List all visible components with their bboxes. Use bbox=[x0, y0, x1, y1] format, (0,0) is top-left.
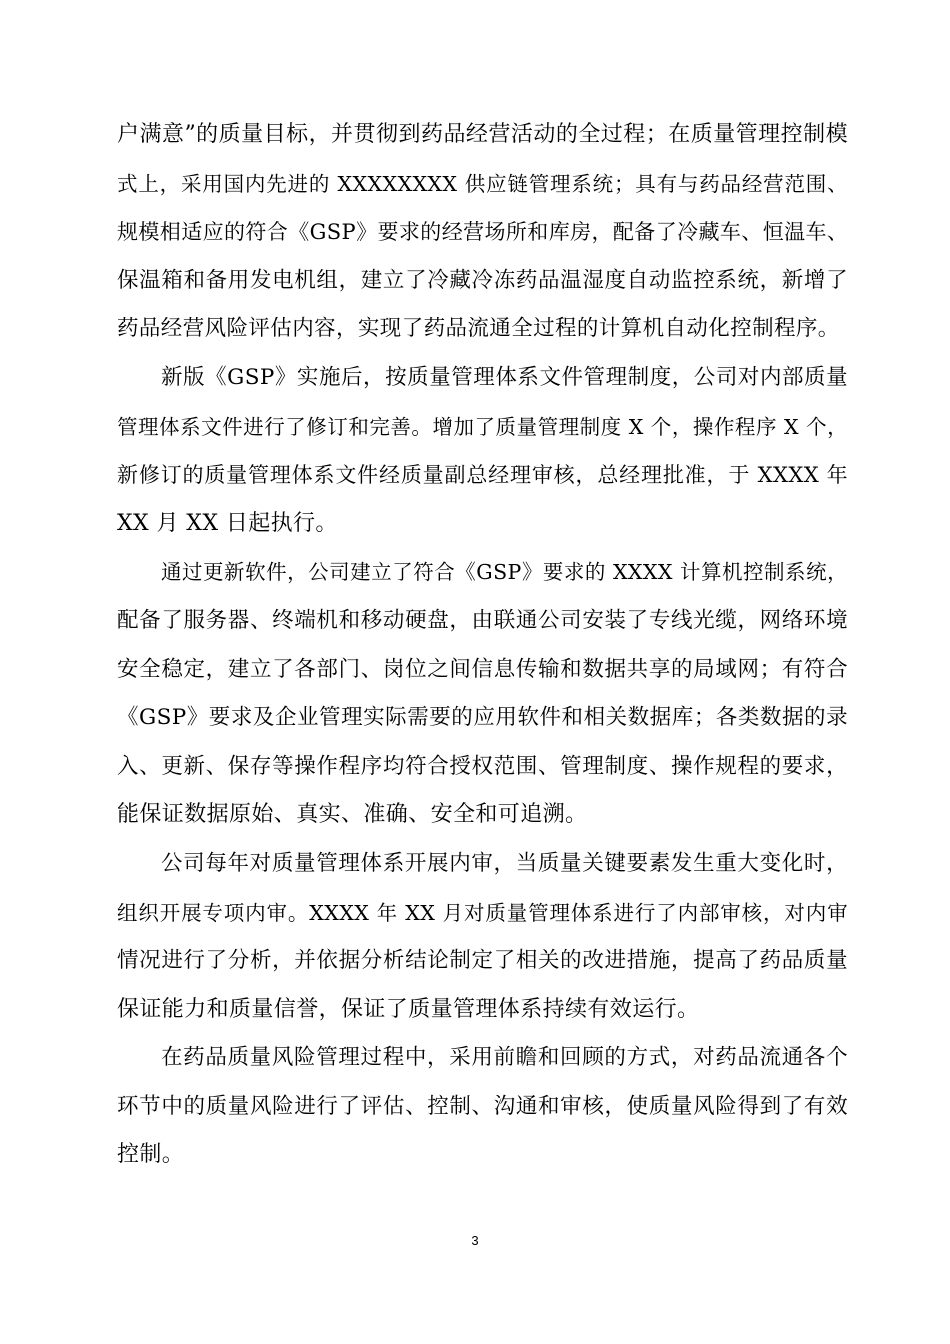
text-line: 药品经营风险评估内容，实现了药品流通全过程的计算机自动化控制程序。 bbox=[117, 316, 840, 342]
text-line: 在药品质量风险管理过程中，采用前瞻和回顾的方式，对药品流通各个 bbox=[161, 1045, 848, 1071]
text-line: 公司每年对质量管理体系开展内审，当质量关键要素发生重大变化时， bbox=[161, 850, 848, 876]
text-line: 能保证数据原始、真实、准确、安全和可追溯。 bbox=[117, 802, 588, 828]
text-line: 安全稳定，建立了各部门、岗位之间信息传输和数据共享的局域网；有符合 bbox=[117, 656, 848, 682]
text-line: XX 月 XX 日起执行。 bbox=[117, 510, 338, 536]
text-line: 保温箱和备用发电机组，建立了冷藏冷冻药品温湿度自动监控系统，新增了 bbox=[117, 267, 848, 293]
text-line: 式上，采用国内先进的 XXXXXXXX 供应链管理系统；具有与药品经营范围、 bbox=[117, 171, 848, 196]
text-line: 《GSP》要求及企业管理实际需要的应用软件和相关数据库；各类数据的录 bbox=[117, 705, 848, 731]
text-line: 配备了服务器、终端机和移动硬盘，由联通公司安装了专线光缆，网络环境 bbox=[117, 607, 848, 633]
text-line: 管理体系文件进行了修订和完善。增加了质量管理制度 X 个，操作程序 X 个， bbox=[117, 414, 848, 439]
text-line: 组织开展专项内审。XXXX 年 XX 月对质量管理体系进行了内部审核，对内审 bbox=[117, 900, 848, 925]
page-number: 3 bbox=[471, 1233, 479, 1248]
text-line: 入、更新、保存等操作程序均符合授权范围、管理制度、操作规程的要求， bbox=[117, 753, 848, 779]
text-line: 环节中的质量风险进行了评估、控制、沟通和审核，使质量风险得到了有效 bbox=[117, 1093, 848, 1119]
text-line: 情况进行了分析，并依据分析结论制定了相关的改进措施，提高了药品质量 bbox=[117, 948, 848, 974]
text-line: 保证能力和质量信誉，保证了质量管理体系持续有效运行。 bbox=[117, 996, 700, 1022]
text-line: 规模相适应的符合《GSP》要求的经营场所和库房，配备了冷藏车、恒温车、 bbox=[117, 220, 849, 245]
text-line: 新版《GSP》实施后，按质量管理体系文件管理制度，公司对内部质量 bbox=[161, 364, 848, 390]
body-text bbox=[117, 111, 848, 1180]
text-line: 通过更新软件，公司建立了符合《GSP》要求的 XXXX 计算机控制系统， bbox=[161, 560, 848, 585]
text-line: 控制。 bbox=[117, 1142, 185, 1168]
text-line: 户满意”的质量目标，并贯彻到药品经营活动的全过程；在质量管理控制模 bbox=[117, 122, 848, 147]
text-line: 新修订的质量管理体系文件经质量副总经理审核，总经理批准，于 XXXX 年 bbox=[117, 463, 848, 488]
